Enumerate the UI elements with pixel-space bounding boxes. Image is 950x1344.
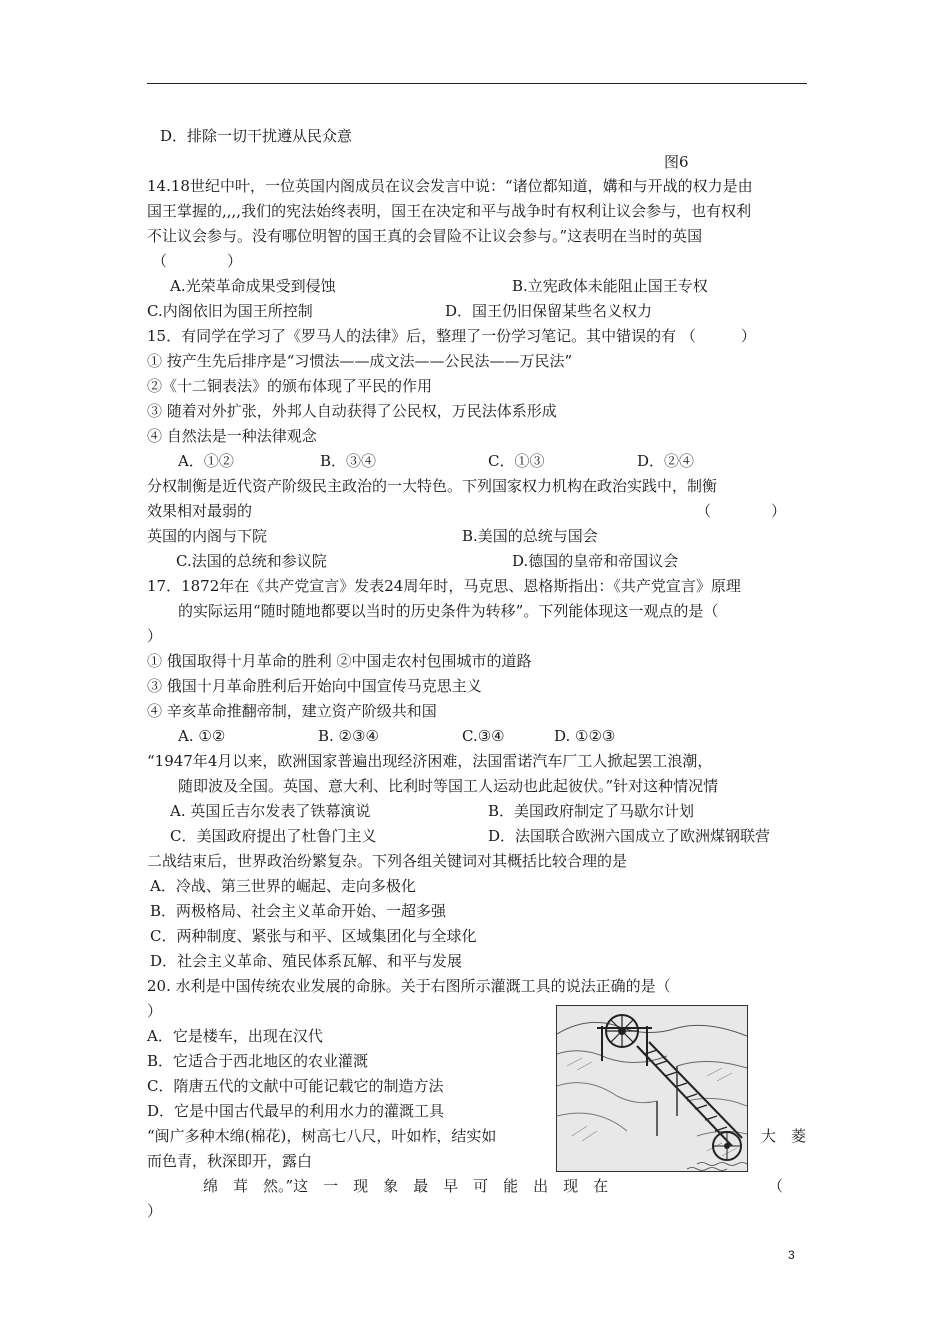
- q16-line-1: 分权制衡是近代资产阶级民主政治的一大特色。下列国家权力机构在政治实践中，制衡: [147, 477, 718, 495]
- q18-option-a: A. 英国丘吉尔发表了铁幕演说: [170, 802, 371, 820]
- q14-option-d: D．国王仍旧保留某些名义权力: [445, 302, 653, 320]
- q21-line-2: 而色青，秋深即开，露白: [147, 1152, 313, 1170]
- q18-line-2: 随即波及全国。英国、意大利、比利时等国工人运动也此起彼伏。”针对这种情况情: [178, 777, 719, 795]
- q15-item-4: ④ 自然法是一种法律观念: [147, 427, 317, 445]
- q21-paren-open: （: [768, 1177, 784, 1195]
- q20-option-a: A．它是楼车，出现在汉代: [147, 1027, 323, 1045]
- figure-label: 图6: [664, 153, 689, 171]
- q15-item-2: ②《十二铜表法》的颁布体现了平民的作用: [147, 377, 433, 395]
- q20-option-c: C．隋唐五代的文献中可能记载它的制造方法: [147, 1077, 444, 1095]
- q15-item-3: ③ 随着对外扩张，外邦人自动获得了公民权，万民法体系形成: [147, 402, 557, 420]
- page-number: 3: [788, 1248, 795, 1262]
- q17-option-c: C.③④: [462, 727, 505, 745]
- q19-option-d: D．社会主义革命、殖民体系瓦解、和平与发展: [150, 952, 463, 970]
- q17-item-1: ① 俄国取得十月革命的胜利 ②中国走农村包围城市的道路: [147, 652, 532, 670]
- q17-item-3: ④ 辛亥革命推翻帝制，建立资产阶级共和国: [147, 702, 437, 720]
- q16-line-2: 效果相对最弱的: [147, 502, 253, 520]
- q20-option-d: D．它是中国古代最早的利用水力的灌溉工具: [147, 1102, 445, 1120]
- q17-option-d: D. ①②③: [554, 727, 616, 745]
- q14-option-c: C.内阁依旧为国王所控制: [147, 302, 313, 320]
- q13-option-d: D．排除一切干扰遵从民众意: [160, 127, 353, 145]
- q14-option-a: A.光荣革命成果受到侵蚀: [170, 277, 336, 295]
- q18-option-b: B．美国政府制定了马歇尔计划: [488, 802, 695, 820]
- q21-line-1: “闽广多种木绵(棉花)，树高七八尺，叶如柞，结实如: [147, 1127, 497, 1145]
- q16-option-b: B.美国的总统与国会: [462, 527, 598, 545]
- q21-paren-close: ）: [147, 1202, 163, 1220]
- q14-option-b: B.立宪政体未能阻止国王专权: [512, 277, 708, 295]
- q16-paren: （ ）: [696, 502, 787, 520]
- q14-paren: （ ）: [152, 252, 243, 270]
- q14-line-2: 国王掌握的,,,,我们的宪法始终表明，国王在决定和平与战争时有权利让议会参与，也有权利: [147, 202, 752, 220]
- q15-line-1: 15．有同学在学习了《罗马人的法律》后，整理了一份学习笔记。其中错误的有 （ ）: [147, 327, 756, 345]
- q20-option-b: B．它适合于西北地区的农业灌溉: [147, 1052, 369, 1070]
- q20-line-2: ）: [147, 1002, 163, 1020]
- q21-line-3: 绵 茸 然。”这 一 现 象 最 早 可 能 出 现 在: [203, 1177, 609, 1195]
- q18-line-1: “1947年4月以来，欧洲国家普遍出现经济困难，法国雷诺汽车厂工人掀起罢工浪潮，: [147, 752, 713, 770]
- header-rule: [147, 83, 807, 84]
- q15-option-a: A．①②: [178, 452, 234, 470]
- q17-item-2: ③ 俄国十月革命胜利后开始向中国宣传马克思主义: [147, 677, 482, 695]
- q19-option-a: A．冷战、第三世界的崛起、走向多极化: [150, 877, 416, 895]
- q16-option-d: D.德国的皇帝和帝国议会: [512, 552, 679, 570]
- q17-option-b: B. ②③④: [318, 727, 379, 745]
- irrigation-tool-illustration: [556, 1005, 748, 1172]
- q15-item-1: ① 按产生先后排序是“习惯法——成文法——公民法——万民法”: [147, 352, 573, 370]
- q14-line-3: 不让议会参与。没有哪位明智的国王真的会冒险不让议会参与。”这表明在当时的英国: [147, 227, 703, 245]
- q16-option-a: 英国的内阁与下院: [147, 527, 268, 545]
- q17-line-3: ）: [147, 627, 163, 645]
- q14-line-1: 14.18世纪中叶，一位英国内阁成员在议会发言中说：“诸位都知道，媾和与开战的权力是由: [147, 177, 753, 195]
- q20-line-1: 20. 水利是中国传统农业发展的命脉。关于右图所示灌溉工具的说法正确的是（: [147, 977, 671, 995]
- q17-line-2: 的实际运用“随时随地都要以当时的历史条件为转移”。下列能体现这一观点的是（: [178, 602, 719, 620]
- q18-option-c: C．美国政府提出了杜鲁门主义: [170, 827, 377, 845]
- q19-line-1: 二战结束后，世界政治纷繁复杂。下列各组关键词对其概括比较合理的是: [147, 852, 628, 870]
- q17-option-a: A. ①②: [178, 727, 226, 745]
- q19-option-b: B．两极格局、社会主义革命开始、一超多强: [150, 902, 447, 920]
- q17-line-1: 17．1872年在《共产党宣言》发表24周年时，马克思、恩格斯指出：《共产党宣言》原理: [147, 577, 741, 595]
- q18-option-d: D．法国联合欧洲六国成立了欧洲煤钢联营: [488, 827, 771, 845]
- q21-line-1-tail: 大 菱: [761, 1127, 807, 1145]
- q15-option-d: D．②④: [637, 452, 695, 470]
- q16-option-c: C.法国的总统和参议院: [176, 552, 327, 570]
- q19-option-c: C．两种制度、紧张与和平、区域集团化与全球化: [150, 927, 477, 945]
- q15-option-b: B．③④: [320, 452, 377, 470]
- q15-option-c: C．①③: [488, 452, 545, 470]
